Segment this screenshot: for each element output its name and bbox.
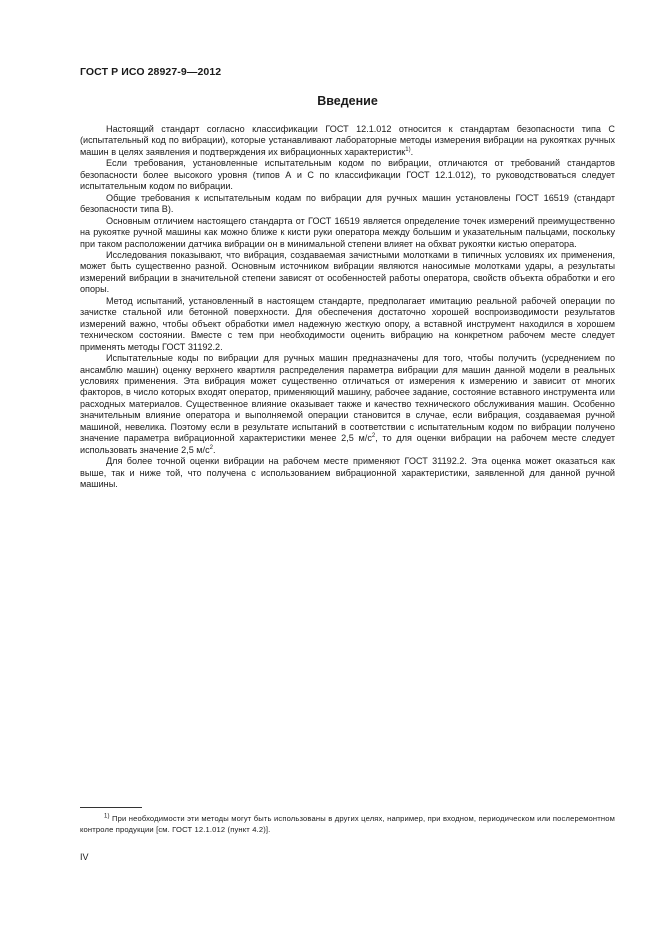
superscript: 2 xyxy=(209,444,213,451)
footnote-text: При необходимости эти методы могут быть использованы в других целях, например, при входном, периодическом или послеремонтном контроле продукции [см. ГОСТ 12.1.012 (пункт 4.2)]. xyxy=(80,814,615,834)
paragraph-text: Настоящий стандарт согласно классификации ГОСТ 12.1.012 относится к стандартам безопасности типа С (испытательный код по вибрации), которые устанавливают лабораторные методы измерения вибрации на рукоятках ручных машин в целях заявления и подтверждения их вибрационных характеристик xyxy=(80,124,615,157)
paragraph-text: , то для оценки вибрации на рабочем месте следует использовать значение 2,5 м/с xyxy=(80,433,616,455)
body-text xyxy=(80,124,615,491)
section-title: Введение xyxy=(317,94,378,108)
footnote-separator xyxy=(80,807,142,808)
paragraph-text: . xyxy=(212,444,216,455)
superscript: 2 xyxy=(371,433,376,440)
paragraph-text: . xyxy=(410,146,414,157)
paragraph: Основным отличием настоящего стандарта от ГОСТ 16519 является определение точек измерений преимущественно на рукоятке ручной машины как можно ближе к кисти руки оператора между большим и указательным пальцами, поскольку при таком расположении датчика вибрации он в минимальной степени влияет на обхват рукоятки кистью оператора. xyxy=(80,215,615,249)
page-number: IV xyxy=(80,852,89,862)
paragraph: Исследования показывают, что вибрация, создаваемая зачистными молотками в типичных условиях их применения, может быть существенно разной. Основным источником вибрации являются наносимые молотками удары, а результаты измерений вибрации в значительной степени зависят от особенностей работы оператора, свойств объекта обработки и его опоры. xyxy=(80,249,615,295)
paragraph: Для более точной оценки вибрации на рабочем месте применяют ГОСТ 31192.2. Эта оценка может оказаться как выше, так и ниже той, что получена с использованием вибрационной характеристики, заявленной для данной ручной машины. xyxy=(80,456,615,490)
paragraph: Общие требования к испытательным кодам по вибрации для ручных машин установлены ГОСТ 16519 (стандарт безопасности типа В). xyxy=(80,192,615,215)
footnote-marker: 1) xyxy=(104,813,110,820)
paragraph: Если требования, установленные испытательным кодом по вибрации, отличаются от требований стандартов безопасности более высокого уровня (типов А и С по классификации ГОСТ 12.1.012), то руководствоваться следует испытательным кодом по вибрации. xyxy=(80,158,615,192)
paragraph: Метод испытаний, установленный в настоящем стандарте, предполагает имитацию реальной рабочей операции по зачистке стальной или бетонной поверхности. Для обеспечения достаточно хорошей воспроизводимости результатов измерений важно, чтобы объект обработки имел надежную жесткую опору, а вставной инструмент находился в хорошем техническом состоянии. Вместе с тем при необходимости оценить вибрацию на конкретном рабочем месте следует применять методы ГОСТ 31192.2. xyxy=(80,295,615,352)
paragraph xyxy=(80,353,615,456)
running-header: ГОСТ Р ИСО 28927-9—2012 xyxy=(80,66,222,78)
paragraph xyxy=(80,124,615,158)
footnote-reference: 1) xyxy=(405,146,411,153)
paragraph-text: Испытательные коды по вибрации для ручных машин предназначены для того, чтобы получить (усреднением по ансамблю машин) оценку верхнего квартиля распределения параметра вибрации для машин данной модели в реальных условиях применения. Эта вибрация может существенно отличаться от измерения к измерению и зависит от многих факторов, в число которых входят оператор, применяющий машину, рабочее задание, состояние вставного инструмента или расходных материалов. Существенное влияние оказывает также и качество технического обслуживания машин. Особенно значительным влияние оператора и выполняемой операции становится в случае, если вибрация, создаваемая ручной машиной, невелика. Поэтому если в результате испытаний в соответствии с испытательным кодом по вибрации получено значение параметра вибрационной характеристики менее 2,5 м/с xyxy=(80,353,615,444)
footnote xyxy=(80,813,615,835)
